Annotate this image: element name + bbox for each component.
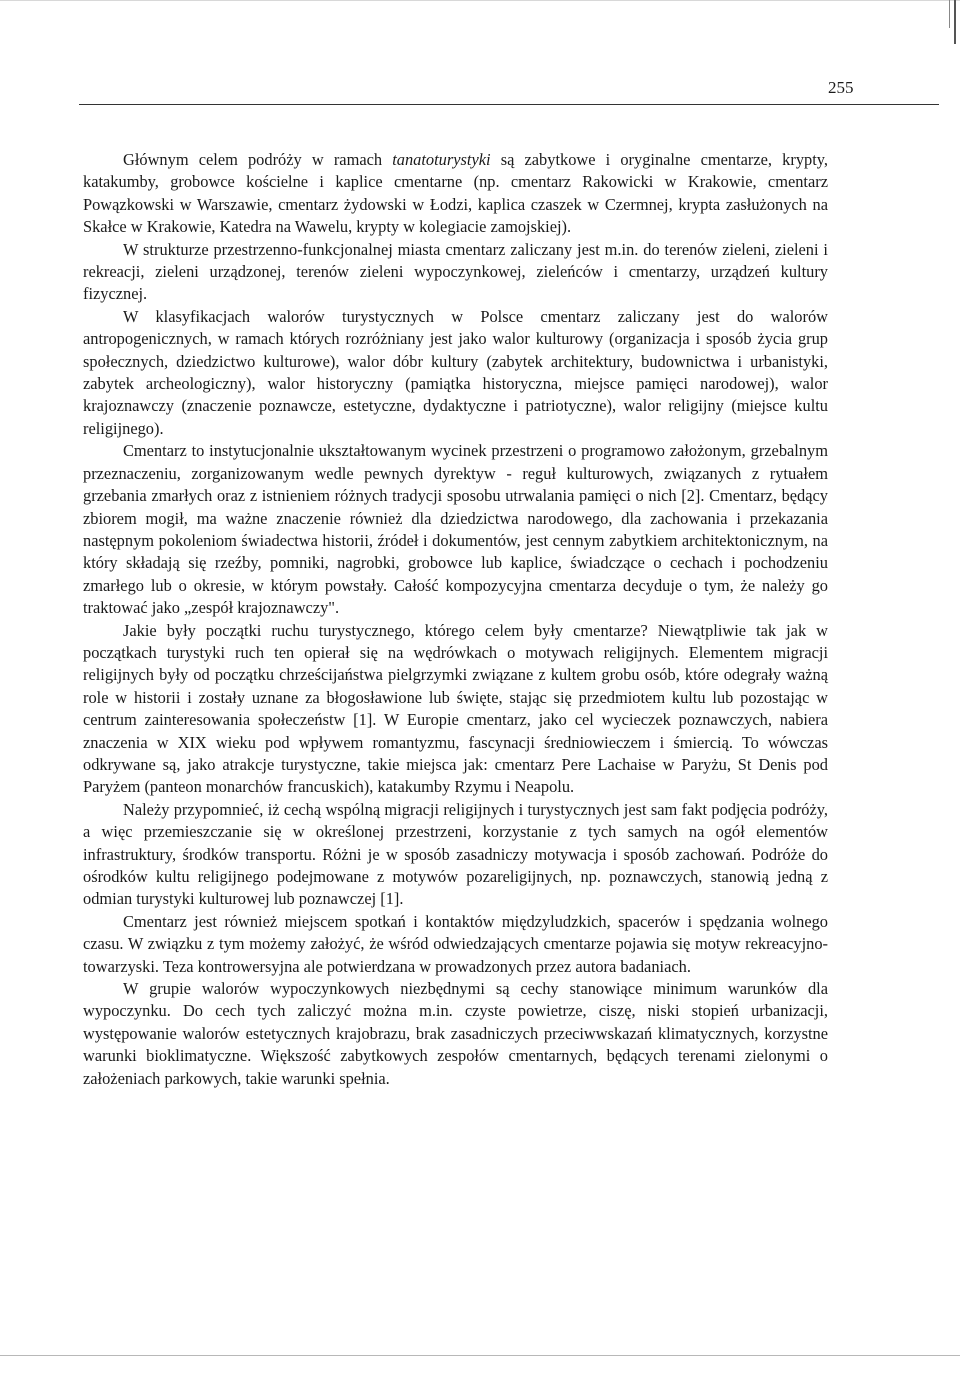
scan-edge-top xyxy=(0,0,960,1)
paragraph-6: Należy przypomnieć, iż cechą wspólną migracji religijnych i turystycznych jest sam fakt podjęcia podróży, a więc przemieszczanie się w określonej przestrzeni, korzystanie z tych samych na ogół elementów infrastruktury, środków transportu. Różni je w sposób zasadniczy motywacja i sposób zachowań. Podróże do ośrodków kultu religijnego podejmowane z motywów pozareligijnych, np. poznawczych, stanowią jedną z odmian turystyki kulturowej lub poznawczej [1]. xyxy=(83,799,828,909)
header-rule xyxy=(79,104,939,105)
paragraph-2: W strukturze przestrzenno-funkcjonalnej miasta cmentarz zaliczany jest m.in. do terenów zieleni, zieleni i rekreacji, zieleni urządzonej, terenów zieleni wypoczynkowej, zieleńców i cmentarzy, urządzeń kultury fizycznej. xyxy=(83,239,828,304)
paragraph-5: Jakie były początki ruchu turystycznego, którego celem były cmentarze? Niewątpliwie tak jak w początkach turystyki ruch ten opierał się na wędrówkach o motywach religijnych. Elementem migracji religijnych były od początku chrześcijaństwa pielgrzymki związane z kultem grobu osób, które odegrały ważną role w historii i zostały uznane za błogosławione lub święte, stając się przedmiotem kultu lub pozostając w centrum zainteresowania społeczeństw [1]. W Europie cmentarz, jako cel wycieczek poznawczych, nabiera znaczenia w XIX wieku pod wpływem romantyzmu, fascynacji średniowieczem i śmiercią. To wówczas odkrywane są, jako atrakcje turystyczne, takie miejsca jak: cmentarz Pere Lachaise w Paryżu, St Denis pod Paryżem (panteon monarchów francuskich), katakumby Rzymu i Neapolu. xyxy=(83,620,828,797)
paragraph-4: Cmentarz to instytucjonalnie ukształtowanym wycinek przestrzeni o programowo założonym, grzebalnym przeznaczeniu, zorganizowanym wedle pewnych dyrektyw - reguł kulturowych, związanych z rytuałem grzebania zmarłych oraz z istnieniem różnych tradycji sposobu utrwalania pamięci o nich [2]. Cmentarz, będący zbiorem mogił, ma ważne znaczenie również dla dziedzictwa narodowego, dla zachowania i przekazania następnym pokoleniom świadectwa historii, źródeł i dokumentów, jest cennym zabytkiem architektonicznym, na który składają się rzeźby, pomniki, nagrobki, grobowce lub kaplice, świadczące o cechach i pochodzeniu zmarłego lub o okresie, w którym powstały. Całość kompozycyjna cmentarza decyduje o tym, że należy go traktować jako „zespół krajoznawczy". xyxy=(83,441,828,618)
scan-margin-mark xyxy=(954,0,956,44)
scan-bottom-line xyxy=(0,1355,960,1356)
paragraph-8: W grupie walorów wypoczynkowych niezbędnymi są cechy stanowiące minimum warunków dla wypoczynku. Do cech tych zaliczyć można m.in. czyste powietrze, ciszę, niski stopień urbanizacji, występowanie walorów estetycznych krajobrazu, brak zasadniczych przeciwwskazań klimatycznych, korzystne warunki bioklimatyczne. Większość zabytkowych zespołów cmentarnych, będących terenami zielonymi o założeniach parkowych, takie warunki spełnia. xyxy=(83,979,828,1088)
scan-margin-mark-secondary xyxy=(949,0,950,28)
paragraph-1 xyxy=(83,149,828,239)
body-text xyxy=(83,149,828,1090)
paragraph-7: Cmentarz jest również miejscem spotkań i kontaktów międzyludzkich, spacerów i spędzania wolnego czasu. W związku z tym możemy założyć, że wśród odwiedzających cmentarze pojawia się motyw rekreacyjno-towarzyski. Teza kontrowersyjna ale potwierdzana w prowadzonych przez autora badaniach. xyxy=(83,911,828,976)
paragraph-1-rest: są zabytkowe i oryginalne cmentarze, krypty, katakumby, grobowce kościelne i kaplice cmentarne (np. cmentarz Rakowicki w Krakowie, cmentarz Powązkowski w Warszawie, cmentarz żydowski w Łodzi, kaplica czaszek w Czermnej, krypta zasłużonych na Skałce w Krakowie, Katedra na Wawelu, krypty w kolegiacie zamojskiej). xyxy=(83,150,828,237)
page-number: 255 xyxy=(828,78,854,97)
term-tanatoturystyka: tanatoturystyki xyxy=(392,150,491,169)
paragraph-3: W klasyfikacjach walorów turystycznych w Polsce cmentarz zaliczany jest do walorów antropogenicznych, w ramach których rozróżniany jest jako walor kulturowy (organizacja i sposób życia grup społecznych, dziedzictwo kulturowe), walor dóbr kultury (zabytek architektury, budownictwa i urbanistyki, zabytek archeologiczny), walor historyczny (pamiątka historyczna, miejsce pamięci narodowej), walor krajoznawczy (znaczenie poznawcze, estetyczne, dydaktyczne i patriotyczne), walor religijny (miejsce kultu religijnego). xyxy=(83,306,828,438)
paragraph-1-start: Głównym celem podróży w ramach xyxy=(123,150,393,169)
